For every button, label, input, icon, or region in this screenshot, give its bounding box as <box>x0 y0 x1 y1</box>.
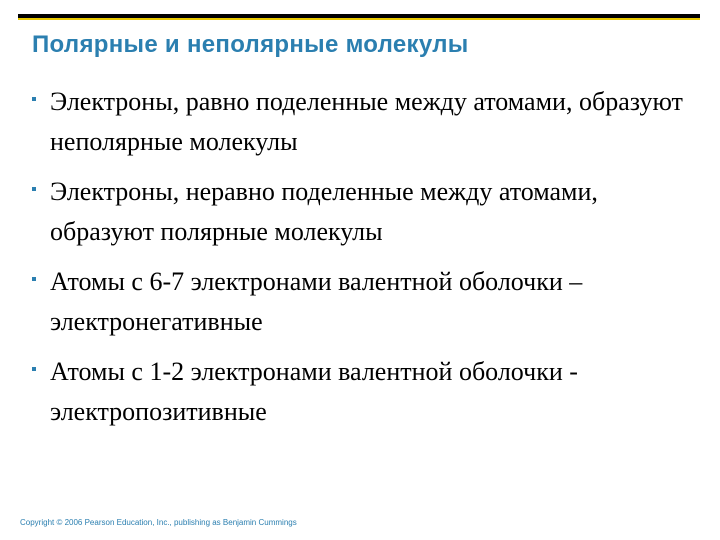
slide-title: Полярные и неполярные молекулы <box>32 31 469 58</box>
bullet-item <box>30 262 690 342</box>
bullet-item <box>30 172 690 252</box>
bullet-square-icon <box>32 187 36 191</box>
bullet-text: Электроны, равно поделенные между атомами, образуют неполярные молекулы <box>50 87 683 156</box>
bullet-item <box>30 82 690 162</box>
bullet-list <box>30 82 690 442</box>
bullet-text: Атомы с 1-2 электронами валентной оболочки - электропозитивные <box>50 357 578 426</box>
title-accent-line <box>18 18 700 20</box>
bullet-square-icon <box>32 97 36 101</box>
copyright-notice: Copyright © 2006 Pearson Education, Inc., publishing as Benjamin Cummings <box>20 518 297 527</box>
bullet-square-icon <box>32 367 36 371</box>
bullet-square-icon <box>32 277 36 281</box>
bullet-item <box>30 352 690 432</box>
bullet-text: Электроны, неравно поделенные между атомами, образуют полярные молекулы <box>50 177 598 246</box>
bullet-text: Атомы с 6-7 электронами валентной оболочки – электронегативные <box>50 267 583 336</box>
